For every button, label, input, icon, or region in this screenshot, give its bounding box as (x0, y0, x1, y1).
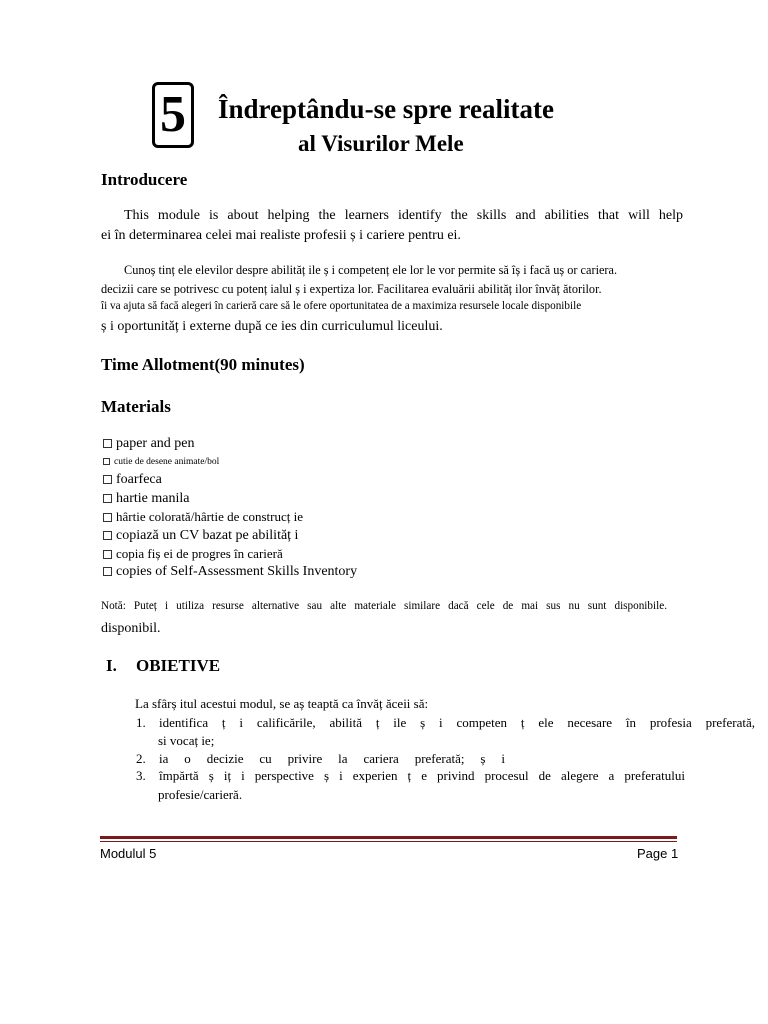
checkbox-icon (103, 513, 112, 522)
intro-paragraph-2-line-1: Cunoș tinț ele elevilor despre abilităț ile ș i competenț ele lor le vor permite să îș i facă uș or cariera. (124, 263, 618, 277)
objective-1-line-2: si vocaț ie; (158, 733, 215, 748)
intro-paragraph-2-line-4: ș i oportunităț i externe după ce ies din curriculumul liceului. (101, 319, 443, 334)
intro-paragraph-2-line-2: decizii care se potrivesc cu potenț ialul ș i expertiza lor. Facilitarea evaluării abilităț ilor învăț ătorilor. (101, 282, 602, 296)
intro-paragraph-1-line-2: ei în determinarea celei mai realiste profesii ș i cariere pentru ei. (101, 228, 461, 243)
intro-paragraph-2-line-3: îi va ajuta să facă alegeri în carieră care să le ofere oportunitatea de a maximiza resursele locale disponibile (101, 300, 582, 312)
objective-3-line-2: profesie/carieră. (158, 787, 243, 802)
checkbox-icon (103, 567, 112, 576)
checkbox-icon (103, 458, 110, 465)
objective-number: 2. (136, 751, 146, 766)
material-item: hârtie colorată/hârtie de construcț ie (103, 509, 303, 525)
time-allotment-heading: Time Allotment(90 minutes) (101, 355, 305, 374)
checkbox-icon (103, 550, 112, 559)
section-number: I. (106, 656, 117, 675)
module-number: 5 (160, 86, 186, 143)
objectives-intro: La sfârș itul acestui modul, se aș teaptă ca învăț ăceii să: (135, 696, 429, 711)
note-line-2: disponibil. (101, 621, 161, 636)
objective-number: 3. (136, 768, 146, 783)
material-item: copiază un CV bazat pe abilităț i (103, 528, 298, 544)
material-item: paper and pen (103, 436, 195, 452)
intro-paragraph-1-line-1: This module is about helping the learners identify the skills and abilities that will help (124, 208, 683, 223)
footer-left: Modulul 5 (100, 846, 157, 861)
checkbox-icon (103, 475, 112, 484)
module-number-box (152, 82, 194, 148)
material-item: copies of Self-Assessment Skills Inventory (103, 564, 357, 580)
note-line-1: Notă: Puteț i utiliza resurse alternative sau alte materiale similare dacă cele de mai sus nu sunt disponibile. (101, 600, 667, 612)
checkbox-icon (103, 531, 112, 540)
material-item: cutie de desene animate/bol (103, 457, 219, 467)
objective-2-line-1: ia o decizie cu privire la cariera preferată; ș i (159, 751, 505, 766)
objective-number: 1. (136, 715, 146, 730)
page-subtitle: al Visurilor Mele (298, 131, 464, 156)
material-item: hartie manila (103, 491, 189, 507)
material-item: foarfeca (103, 472, 162, 488)
footer-rule-thin (100, 841, 677, 842)
objective-3-line-1: împărtă ș iț i perspective ș i experien ț e privind procesul de alegere a preferatului (159, 768, 685, 783)
objective-1-line-1: identifica ț i calificările, abilită ț ile ș i competen ț ele necesare în profesia preferată, (159, 715, 755, 730)
checkbox-icon (103, 494, 112, 503)
section-title: OBIETIVE (136, 656, 221, 675)
intro-heading: Introducere (101, 170, 188, 189)
footer-page-number: Page 1 (637, 846, 679, 861)
materials-heading: Materials (101, 397, 171, 416)
checkbox-icon (103, 439, 112, 448)
material-item: copia fiș ei de progres în carieră (103, 546, 283, 562)
page-title: Îndreptându-se spre realitate (218, 94, 555, 124)
footer-rule-thick (100, 836, 677, 839)
